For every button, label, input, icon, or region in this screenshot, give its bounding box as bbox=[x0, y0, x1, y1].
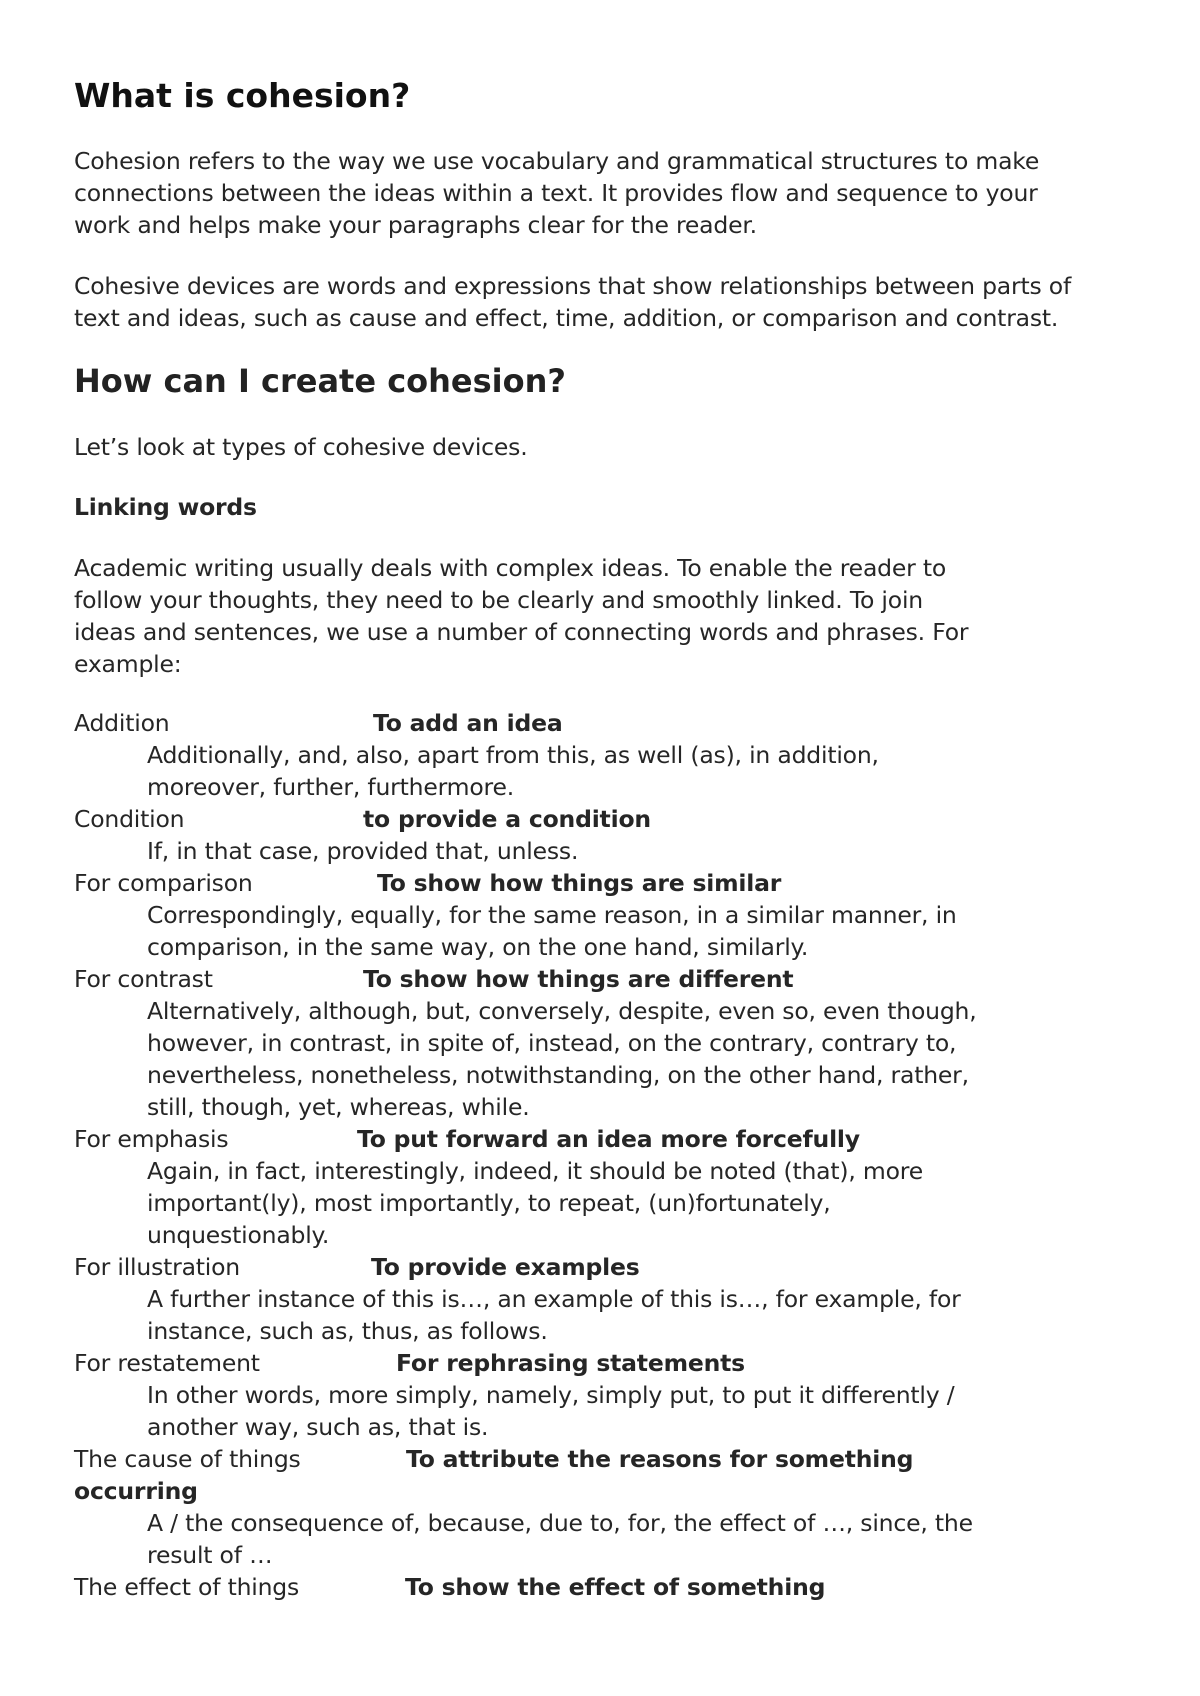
item-examples: another way, such as, that is. bbox=[147, 1413, 489, 1441]
item-purpose: to provide a condition bbox=[363, 805, 651, 833]
subheading-linking-words: Linking words bbox=[74, 493, 257, 521]
list-item-header bbox=[74, 1123, 1154, 1155]
list-item-header bbox=[74, 963, 1154, 995]
paragraph-line: ideas and sentences, we use a number of connecting words and phrases. For bbox=[74, 618, 969, 646]
item-examples: Again, in fact, interestingly, indeed, it should be noted (that), more bbox=[147, 1157, 923, 1185]
item-purpose: To show how things are different bbox=[363, 965, 794, 993]
list-item-header bbox=[74, 1347, 1154, 1379]
list-item bbox=[74, 707, 1154, 803]
list-item bbox=[74, 1251, 1154, 1347]
intro-text: Let’s look at types of cohesive devices. bbox=[74, 433, 528, 461]
item-examples: still, though, yet, whereas, while. bbox=[147, 1093, 530, 1121]
item-category: The effect of things bbox=[74, 1573, 300, 1601]
item-category: Addition bbox=[74, 709, 170, 737]
item-purpose: To attribute the reasons for something bbox=[406, 1445, 914, 1473]
item-category: For illustration bbox=[74, 1253, 241, 1281]
list-item-header bbox=[74, 803, 1154, 835]
list-item-header bbox=[74, 1443, 1154, 1475]
item-purpose: To add an idea bbox=[373, 709, 563, 737]
item-examples: nevertheless, nonetheless, notwithstanding, on the other hand, rather, bbox=[147, 1061, 969, 1089]
list-item bbox=[74, 803, 1154, 867]
paragraph-definition bbox=[74, 145, 1154, 241]
item-examples: Correspondingly, equally, for the same reason, in a similar manner, in bbox=[147, 901, 957, 929]
heading-how-create-cohesion: How can I create cohesion? bbox=[74, 362, 566, 400]
paragraph-line: follow your thoughts, they need to be clearly and smoothly linked. To join bbox=[74, 586, 923, 614]
paragraph-line: work and helps make your paragraphs clear for the reader. bbox=[74, 211, 757, 239]
item-examples: however, in contrast, in spite of, instead, on the contrary, contrary to, bbox=[147, 1029, 957, 1057]
paragraph-line: Academic writing usually deals with complex ideas. To enable the reader to bbox=[74, 554, 947, 582]
item-purpose: To show the effect of something bbox=[405, 1573, 826, 1601]
list-item bbox=[74, 1123, 1154, 1251]
item-examples: Alternatively, although, but, conversely, despite, even so, even though, bbox=[147, 997, 977, 1025]
item-examples: unquestionably. bbox=[147, 1221, 330, 1249]
item-category: For contrast bbox=[74, 965, 213, 993]
item-examples: A / the consequence of, because, due to, for, the effect of …, since, the bbox=[147, 1509, 973, 1537]
list-item bbox=[74, 867, 1154, 963]
list-item-header bbox=[74, 1251, 1154, 1283]
item-examples: instance, such as, thus, as follows. bbox=[147, 1317, 548, 1345]
item-category: For emphasis bbox=[74, 1125, 229, 1153]
paragraph-academic-writing bbox=[74, 552, 1154, 680]
paragraph-line: Cohesion refers to the way we use vocabulary and grammatical structures to make bbox=[74, 147, 1040, 175]
heading-what-is-cohesion: What is cohesion? bbox=[74, 76, 411, 115]
item-examples: comparison, in the same way, on the one hand, similarly. bbox=[147, 933, 809, 961]
list-item-header bbox=[74, 707, 1154, 739]
list-item-header bbox=[74, 867, 1154, 899]
item-examples: If, in that case, provided that, unless. bbox=[147, 837, 579, 865]
item-examples: moreover, further, furthermore. bbox=[147, 773, 515, 801]
item-examples: important(ly), most importantly, to repeat, (un)fortunately, bbox=[147, 1189, 831, 1217]
paragraph-line: example: bbox=[74, 650, 182, 678]
item-category: Condition bbox=[74, 805, 185, 833]
item-purpose: To put forward an idea more forcefully bbox=[357, 1125, 860, 1153]
item-examples: Additionally, and, also, apart from this, as well (as), in addition, bbox=[147, 741, 879, 769]
item-purpose: To provide examples bbox=[371, 1253, 640, 1281]
item-category: For restatement bbox=[74, 1349, 260, 1377]
paragraph-line: Cohesive devices are words and expressions that show relationships between parts of bbox=[74, 272, 1072, 300]
list-item bbox=[74, 1347, 1154, 1443]
item-category: For comparison bbox=[74, 869, 253, 897]
list-item bbox=[74, 963, 1154, 1123]
item-purpose-continued: occurring bbox=[74, 1477, 198, 1505]
item-category: The cause of things bbox=[74, 1445, 301, 1473]
item-examples: A further instance of this is…, an example of this is…, for example, for bbox=[147, 1285, 961, 1313]
list-item bbox=[74, 1443, 1154, 1571]
paragraph-line: text and ideas, such as cause and effect, time, addition, or comparison and contrast. bbox=[74, 304, 1059, 332]
section-heading bbox=[74, 361, 1154, 401]
list-item-header bbox=[74, 1571, 1154, 1603]
item-purpose: To show how things are similar bbox=[377, 869, 782, 897]
paragraph-line: connections between the ideas within a text. It provides flow and sequence to your bbox=[74, 179, 1038, 207]
page-title bbox=[74, 76, 1154, 116]
item-examples: result of … bbox=[147, 1541, 273, 1569]
paragraph-cohesive-devices bbox=[74, 270, 1154, 334]
item-examples: In other words, more simply, namely, simply put, to put it differently / bbox=[147, 1381, 955, 1409]
linking-words-list bbox=[74, 707, 1154, 1603]
item-purpose: For rephrasing statements bbox=[396, 1349, 745, 1377]
list-item bbox=[74, 1571, 1154, 1603]
